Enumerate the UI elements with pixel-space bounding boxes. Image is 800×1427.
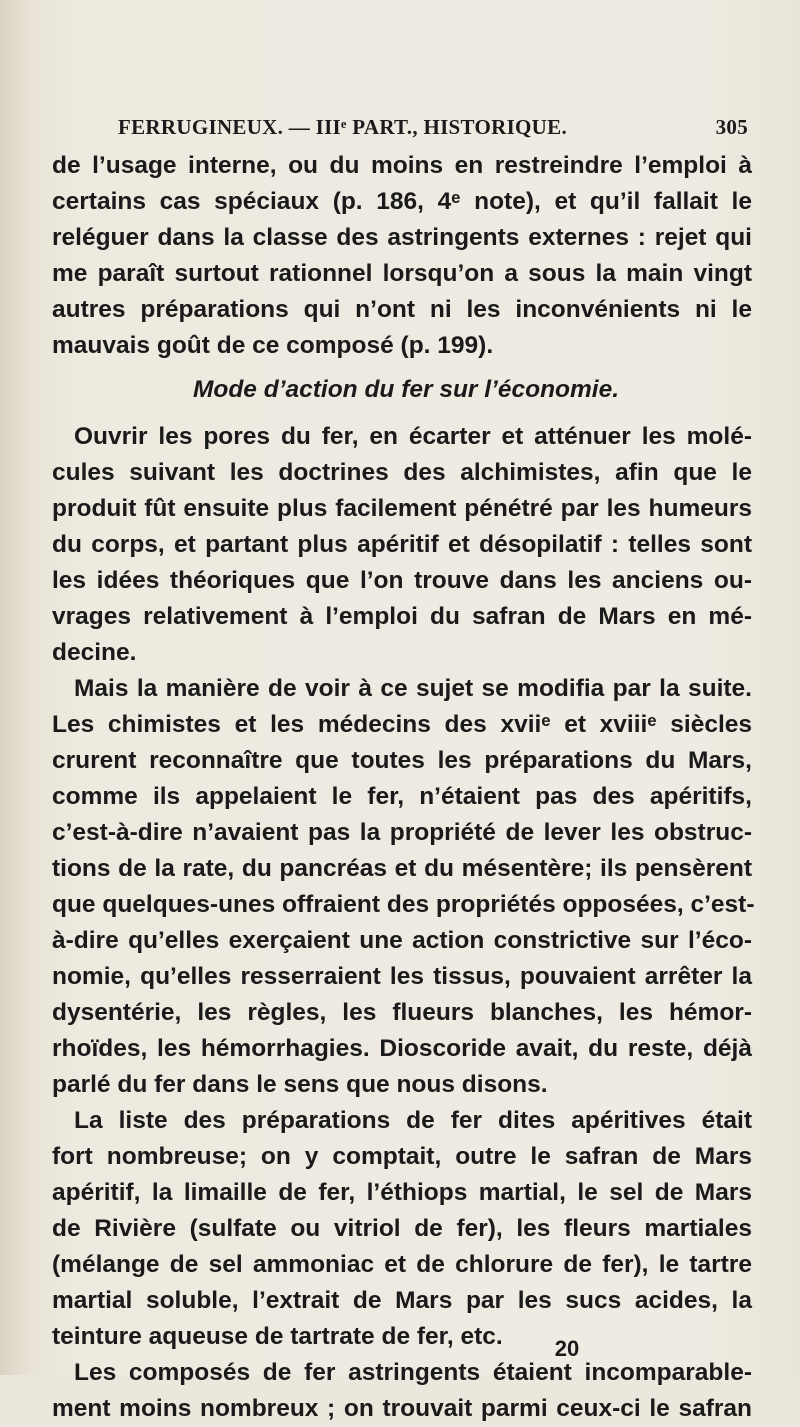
text-line: apéritif, la limaille de fer, l’éthiops martial, le sel de Mars	[52, 1179, 752, 1206]
text-line: comme ils appelaient le fer, n’étaient pas des apéritifs,	[52, 783, 752, 810]
text-line: Les composés de fer astringents étaient incomparable-	[74, 1359, 752, 1386]
text-line: dysentérie, les règles, les flueurs blanches, les hémor-	[52, 999, 752, 1026]
text-line: du corps, et partant plus apéritif et désopilatif : telles sont	[52, 531, 752, 558]
text-line: teinture aqueuse de tartrate de fer, etc.	[52, 1323, 503, 1350]
text-line: de Rivière (sulfate ou vitriol de fer), les fleurs martiales	[52, 1215, 752, 1242]
text-line: cules suivant les doctrines des alchimistes, afin que le	[52, 459, 752, 486]
text-line: fort nombreuse; on y comptait, outre le safran de Mars	[52, 1143, 752, 1170]
running-head-title: FERRUGINEUX. — IIIᵉ PART., HISTORIQUE.	[118, 115, 567, 139]
text-line: reléguer dans la classe des astringents externes : rejet qui	[52, 224, 752, 251]
text-line: tions de la rate, du pancréas et du mésentère; ils pensèrent	[52, 855, 752, 882]
body-text	[52, 148, 755, 1427]
text-line: La liste des préparations de fer dites apéritives était	[74, 1107, 752, 1134]
text-line: de l’usage interne, ou du moins en restreindre l’emploi à	[52, 152, 752, 179]
text-line: martial soluble, l’extrait de Mars par les sucs acides, la	[52, 1287, 752, 1314]
text-line: Mais la manière de voir à ce sujet se modifia par la suite.	[74, 675, 752, 702]
text-line: Ouvrir les pores du fer, en écarter et atténuer les molé-	[74, 423, 752, 450]
text-line: vrages relativement à l’emploi du safran de Mars en mé-	[52, 603, 752, 630]
text-line: (mélange de sel ammoniac et de chlorure de fer), le tartre	[52, 1251, 752, 1278]
text-line: les idées théoriques que l’on trouve dans les anciens ou-	[52, 567, 752, 594]
text-line: nomie, qu’elles resserraient les tissus, pouvaient arrêter la	[52, 963, 752, 990]
text-line: Les chimistes et les médecins des xviiᵉ et xviiiᵉ siècles	[52, 711, 752, 738]
section-heading: Mode d’action du fer sur l’économie.	[192, 376, 620, 403]
running-head	[118, 115, 748, 147]
text-line: produit fût ensuite plus facilement pénétré par les humeurs	[52, 495, 752, 522]
text-line: mauvais goût de ce composé (p. 199).	[52, 332, 494, 359]
page-number: 305	[715, 115, 748, 139]
text-line: ment moins nombreux ; on trouvait parmi ceux-ci le safran	[52, 1395, 752, 1422]
text-line: rhoïdes, les hémorrhagies. Dioscoride avait, du reste, déjà	[52, 1035, 752, 1062]
text-line: que quelques-unes offraient des propriétés opposées, c’est-	[52, 891, 755, 918]
signature-mark-number: 20	[554, 1336, 580, 1361]
text-line: parlé du fer dans le sens que nous disons.	[52, 1071, 548, 1098]
text-line: c’est-à-dire n’avaient pas la propriété de lever les obstruc-	[52, 819, 752, 846]
text-line: decine.	[52, 639, 137, 666]
text-line: crurent reconnaître que toutes les préparations du Mars,	[52, 747, 752, 774]
text-line: certains cas spéciaux (p. 186, 4ᵉ note), et qu’il fallait le	[52, 188, 752, 215]
signature-mark	[0, 1336, 800, 1362]
text-line: autres préparations qui n’ont ni les inconvénients ni le	[52, 296, 752, 323]
text-line: me paraît surtout rationnel lorsqu’on a sous la main vingt	[52, 260, 752, 287]
text-line: à-dire qu’elles exerçaient une action constrictive sur l’éco-	[52, 927, 752, 954]
